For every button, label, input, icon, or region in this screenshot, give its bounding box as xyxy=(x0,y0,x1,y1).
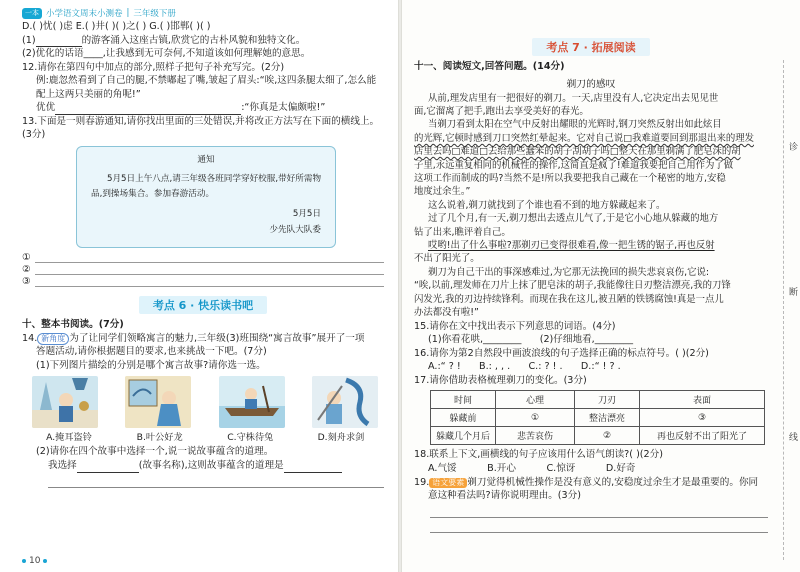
side-label-3: 线 xyxy=(788,433,798,443)
fable-picture-dragon xyxy=(125,376,191,428)
story-line: 这么说着,剃刀就找到了个谁也看不到的地方躲藏起来了。 xyxy=(428,199,666,211)
table-header-surface: 表面 xyxy=(640,391,765,409)
q11-1: (1) 的游客涌入这座古镇,欣赏它的古朴风貌和独特文化。 xyxy=(22,34,306,46)
new-angle-tag: 新角度 xyxy=(37,333,69,345)
picture-captions xyxy=(32,429,378,443)
language-element-tag: 语文要素 xyxy=(429,478,467,488)
table-header-mood: 心理 xyxy=(496,391,575,409)
answer-blank[interactable] xyxy=(36,36,82,47)
answer-rule[interactable] xyxy=(48,473,384,488)
q15-title: 15.请你在文中找出表示下列意思的词语。(4分) xyxy=(414,320,616,332)
fable-picture-sword xyxy=(312,376,378,428)
story-title: 剃刀的感叹 xyxy=(566,78,616,90)
answer-blank[interactable] xyxy=(77,462,139,473)
q17-title: 17.请你借助表格梳理剃刀的变化。(3分) xyxy=(414,374,587,386)
fable-picture-boat xyxy=(219,376,285,428)
story-line-wavy: 的光辉,它顿时感到刀口突然红晕起来。它对自己说□我难道要回到那退出来的理发 xyxy=(414,132,754,144)
story-line: 这项工作而制成的吗?当然不是!所以我要把我自己藏在一个秘密的地方,安稳 xyxy=(414,173,726,185)
q18-options: A.气馁 B.开心 C.惊讶 D.好奇 xyxy=(428,463,636,475)
q14-answer: 我选择 (故事名称),这则故事蕴含的道理是 xyxy=(22,459,384,473)
story-line: 过了几个月,有一天,剃刀想出去透点儿气了,于是它小心地从躲藏的地方 xyxy=(428,213,719,225)
page-header xyxy=(22,6,384,20)
cut-line xyxy=(783,60,784,560)
story-line: 从前,理发店里有一把很好的剃刀。一天,店里没有人,它决定出去见见世 xyxy=(428,92,719,104)
answer-line-1[interactable]: ① xyxy=(22,252,384,264)
caption-a: A.掩耳盗铃 xyxy=(46,432,92,444)
story-line-wavy: 店里去吗□难道□去给那些蠢笨的胡子刮胡子吗□整天在那里剃满了肥皂沫的胡 xyxy=(414,146,741,158)
story-line: 办法都没有啦!” xyxy=(414,307,479,319)
q14-line2: 答题活动,请你根据题目的要求,也来挑战一下吧。(7分) xyxy=(36,346,267,358)
table-row: 躲藏几个月后 悲苦哀伤 ② 再也反射不出了阳光了 xyxy=(431,427,765,445)
story-line: “唉,以前,理发师在刀片上抹了肥皂沫的胡子,我能像往日刃整洁漂亮,我的刀锋 xyxy=(414,280,731,292)
caption-c: C.守株待兔 xyxy=(227,432,274,444)
right-page xyxy=(402,0,800,572)
story-line: 子里,永远重复相同的机械性的操作,这简直是疯了!难道我要把自己用作为了做 xyxy=(414,159,734,171)
q19-line1: 19. 语文要素 剃刀觉得机械性操作是没有意义的,安稳度过余生才是最重要的。你同 xyxy=(414,476,759,488)
q16-options: A.:“ ? ! B.: , , . C.: ? ! . D.:“ ! ? . xyxy=(428,361,621,373)
caption-d: D.刻舟求剑 xyxy=(317,432,365,444)
q14-2: (2)请你在四个故事中选择一个,说一说故事蕴含的道理。 xyxy=(36,446,274,458)
side-label-1: 诊 xyxy=(788,143,798,153)
story-line: 当剃刀看到太阳在空气中反射出耀眼的光辉时,钢刀突然反射出如此炫目 xyxy=(428,119,722,131)
q15-items: (1)你看花哄,________ (2)仔细地看,________ xyxy=(428,334,634,346)
header-separator: | xyxy=(126,8,130,18)
section-6-title: 考点 6 · 快乐读书吧 xyxy=(22,294,384,314)
q12-answer: 优优 :“你真是太偏颇啦!” xyxy=(36,102,326,114)
q12-example: 例:鹿忽然看到了自己的腿,不禁嘟起了嘴,皱起了眉头:“唉,这四条腿太细了,怎么能配上这两只美丽的角呢!” xyxy=(36,75,377,100)
story-line: 地度过余生。” xyxy=(414,186,471,198)
answer-blank[interactable] xyxy=(284,462,342,473)
left-page xyxy=(0,0,398,572)
notice-card xyxy=(76,146,336,248)
caption-b: B.叶公好龙 xyxy=(136,432,183,444)
answer-line-2[interactable]: ② xyxy=(22,264,384,276)
q19-line2: 意这种看法吗?请你说明理由。(3分) xyxy=(428,490,581,502)
q18-title: 18.联系上下文,画横线的句子应该用什么语气朗读?( )(2分) xyxy=(414,449,663,461)
answer-rule[interactable] xyxy=(430,503,768,518)
page-number: 10 xyxy=(22,556,47,566)
grade-label: 三年级下册 xyxy=(133,9,176,19)
story-line: 不出了阳光了。 xyxy=(414,253,480,265)
q11-reading-title: 十一、阅读短文,回答问题。(14分) xyxy=(414,61,565,72)
q10-title: 十、整本书阅读。(7分) xyxy=(22,318,124,330)
brand-badge: 一本 xyxy=(22,8,42,19)
table-header-blade: 刀刃 xyxy=(575,391,640,409)
change-table xyxy=(430,390,765,445)
answer-rule[interactable] xyxy=(430,518,768,533)
story-line: 钻了出来,瞧评着自己。 xyxy=(414,226,511,238)
fable-pictures xyxy=(32,376,378,428)
q11-top-line: D.( )忧( )虑 E.( )井( )( )之( ) G.( )邯郸( )( ) xyxy=(22,21,211,32)
q16-title: 16.请你为第2自然段中画波浪线的句子选择正确的标点符号。( )(2分) xyxy=(414,347,709,359)
q13-title: 13.下面是一则春游通知,请你找出里面的三处错误,并将改正方法写在下面的横线上。(3分) xyxy=(22,115,380,141)
answer-blank[interactable] xyxy=(55,104,241,115)
side-label-2: 断 xyxy=(788,288,798,298)
story-line: 剃刀为自己干出的事深感难过,为它那无法挽回的损失悲哀哀伤,它说: xyxy=(428,266,709,278)
notice-date: 5月5日 xyxy=(292,208,321,219)
book-title: 小学语文周末小测卷 xyxy=(46,9,123,19)
q12-title: 12.请你在第四句中加点的部分,照样子把句子补充写完。(2分) xyxy=(22,61,285,73)
notice-signer: 少先队大队委 xyxy=(269,224,321,235)
q14-line1: 14. 新角度 为了让同学们领略寓言的魅力,三年级(3)班围绕“寓言故事”展开了一项 xyxy=(22,332,365,344)
notice-body: 5月5日上午八点,请三年级各班同学穿好校服,带好所需物品,到操场集合。参加春游活动。 xyxy=(91,173,322,199)
answer-line-3[interactable]: ③ xyxy=(22,276,384,288)
q11-2: (2)优化的话语____,让我感到无可奈何,不知道该如何理解她的意思。 xyxy=(22,48,311,60)
table-header-time: 时间 xyxy=(431,391,496,409)
story-text xyxy=(414,92,768,320)
story-line: 面,它溜离了把手,跑出去享受美好的春光。 xyxy=(414,106,589,117)
notice-title: 通知 xyxy=(197,154,215,165)
section-7-title: 考点 7 · 拓展阅读 xyxy=(414,36,768,56)
fable-picture-bell xyxy=(32,376,98,428)
story-line: 闪发光,我的刃边持续锋利。而现在我在这儿,被丑陋的铁锈腐蚀!真是一点儿 xyxy=(414,293,724,305)
q14-1: (1)下列图片描绘的分别是哪个寓言故事?请你选一选。 xyxy=(36,359,266,371)
table-row: 躲藏前 ① 整洁漂亮 ③ xyxy=(431,409,765,427)
story-line-underlined: 哎哟!出了什么事啦?那剃刃已变得很难看,像一把生锈的锯子,再也反射 xyxy=(428,240,715,252)
